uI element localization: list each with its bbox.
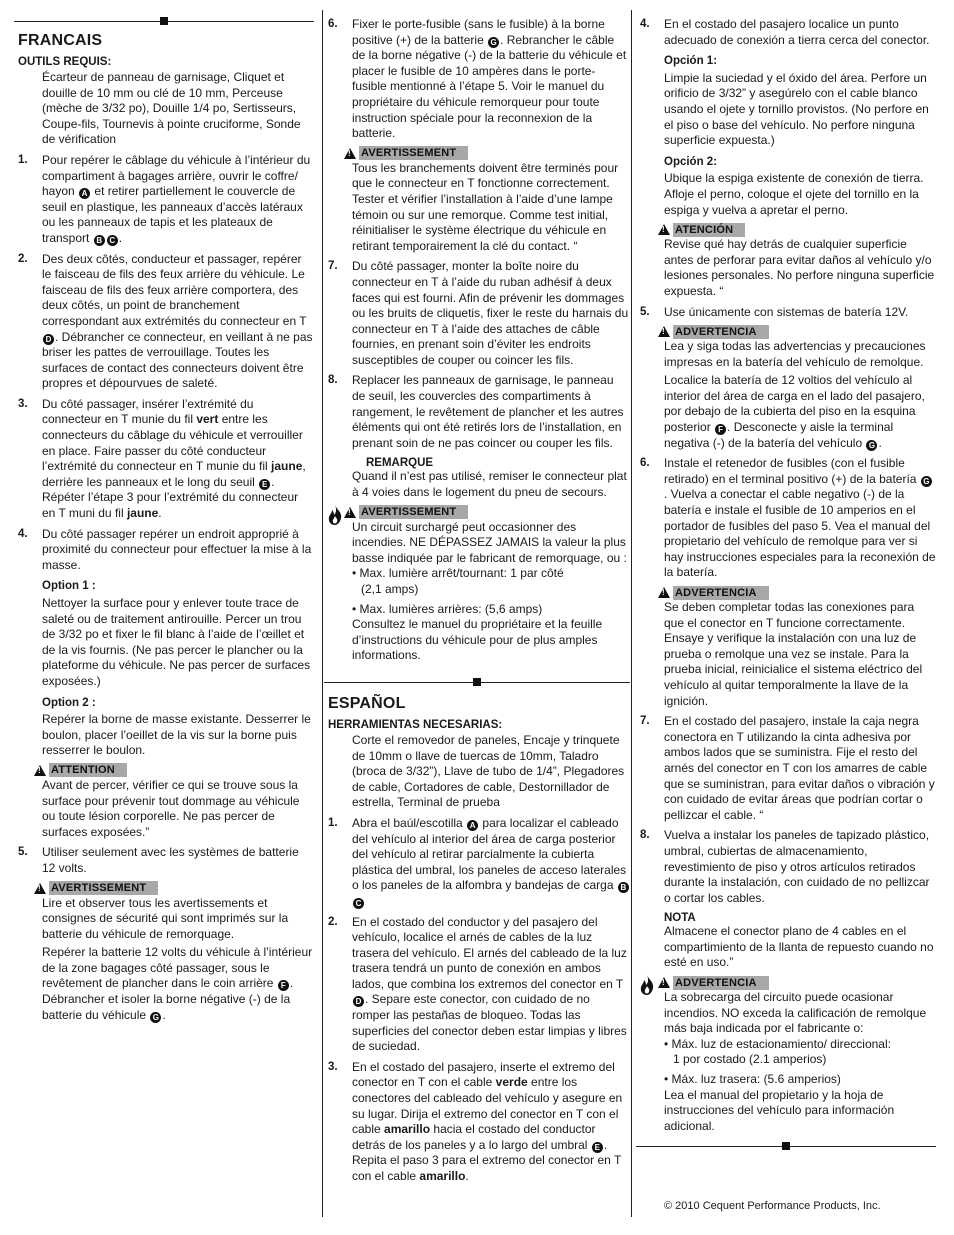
paso-6: 6. Instale el retenedor de fusibles (con el fusible retirado) en el terminal positivo (+) de la batería G. Vuelva a conectar el cable negativo (-) de la batería e instale el fusible de 10 amperios en el portador de fusibles del paso 5. Vea el manual del propietario del vehículo de remolque para ver si hay instrucciones especiales para la reconexión de la batería.: [640, 456, 936, 580]
callout-c-icon: C: [107, 235, 118, 246]
advertencia-text: Lea y siga todas las advertencias y precauciones impresas en la batería del vehículo de remolque.: [664, 339, 926, 369]
opcion-1-text: Limpie la suciedad y el óxido del área. Perfore un orificio de 3/32” y asegúrelo con el cable blanco usando el ojete y tornillo provistos. (No perfore en el piso o base del vehículo. No perfore ninguna superficie expuesta.): [664, 70, 929, 148]
advertencia-text: Se deben completar todas las conexiones para que el conector en T funcione correctamente. Ensaye y verifique la instalación con una luz de prueba o remolque una vez se instale. Para la prueba inicial, reinicialice el sistema eléctrico del vehículo al quitar temporalmente la llave de la ignición.: [664, 600, 923, 708]
section-rule: [14, 17, 314, 26]
callout-a-icon: A: [467, 820, 478, 831]
paso-2: 2. En el costado del conductor y del pasajero del vehículo, localice el arnés de cables de la luz trasera del vehículo. El arnés del cableado de la luz trasera tendrá un punto de conexión en ambos lados, que combina los extremos del conector en T D . Separe este conector, con cuidado de no romper las pestañas de bloqueo. Todas las superficies del conector deben estar limpias y libres de suciedad.: [328, 914, 627, 1054]
nota-text: Almacene el conector plano de 4 cables en el compartimiento de la llanta de repuesto cuando no esté en uso.”: [664, 924, 934, 970]
avertissement-text: Tous les branchements doivent être terminés pour que le connecteur en T fonctionne correctement. Tester et vérifier l’installation à l’aide d’une lampe témoin ou sur une remorque. Comme test initial, réinitialiser le système électrique du véhicule en retirant temporairement la clé du contact. “: [352, 160, 619, 253]
advertencia-badge: ! ADVERTENCIA: [658, 324, 936, 339]
paso-8: 8. Vuelva a instalar los paneles de tapizado plástico, umbral, cubiertas de almacenamiento, revestimiento de piso y otros artículos retirados durante la instalación, con cuidado de no pellizcar o cortar los cables.: [640, 828, 930, 905]
avertissement-badge: ! AVERTISSEMENT: [344, 146, 630, 161]
fire-advertencia-text: La sobrecarga del circuito puede ocasionar incendios. NO exceda la calificación de remolque más baja indicada por el fabricante o:: [664, 990, 927, 1036]
callout-a-icon: A: [79, 188, 90, 199]
fire-warning-text: Un circuit surchargé peut occasionner des incendies. NE DÉPASSEZ JAMAIS la valeur la plus basse indiquée par le fabricant de remorquage, ou :: [352, 519, 627, 565]
attention-badge: ! ATTENTION: [34, 763, 314, 778]
remarque-label: REMARQUE: [366, 457, 434, 470]
option-2-text: Repérer la borne de masse existante. Desserrer le boulon, placer l’oeillet de la vis sur la borne puis resserrer le boulon.: [42, 712, 311, 758]
column-french-1: [14, 17, 314, 1023]
column-spanish-2: [636, 14, 936, 1151]
callout-g-icon: G: [866, 440, 877, 451]
paso-5: 5. Use únicamente con sistemas de batería 12V.: [640, 304, 909, 319]
tools-title: OUTILS REQUIS:: [18, 56, 112, 68]
callout-d-icon: D: [353, 996, 364, 1007]
step-2: 2. Des deux côtés, conducteur et passager, repérer le faisceau de fils des feux arrière du véhicule. Le faisceau de fils des feux arrière comportera, des deux côtés, un point de branchement correspondant aux extrémités du connecteur en T D . Débrancher ce connecteur, en veillant à ne pas briser les pattes de verrouillage. Toutes les surfaces de contact des connecteurs doivent être propres et dépourvues de saleté.: [18, 251, 313, 391]
attention-text: Avant de percer, vérifier ce qui se trouve sous la surface pour prévenir tout dommage au véhicule ou toute lésion corporelle. Ne pas percer de surfaces exposées.”: [42, 777, 300, 839]
advertencia-badge: ! ADVERTENCIA: [658, 585, 936, 600]
avertissement-text: Lire et observer tous les avertissements et consignes de sécurité qui sont imprimés sur la batterie du véhicule de remorquage.: [42, 895, 289, 941]
step-3: 3. Du côté passager, insérer l’extrémité du connecteur en T munie du fil vert entre les connecteurs du câblage du véhicule et verrouiller en place. Faire passer du côté conducteur l’extrémité du connecteur en T munie du fil jaune, derrière les panneaux et le long du seuil E . Répéter l’étape 3 pour l’extrémité du connecteur en T muni du fil jaune.: [18, 396, 306, 521]
bullet-stop-turn-amps: (2,1 amps): [361, 582, 419, 596]
option-1-label: Option 1 :: [42, 580, 96, 593]
callout-b-icon: B: [94, 235, 105, 246]
paso-4: 4. En el costado del pasajero localice un punto adecuado de conexión a tierra cerca del conector. Opción 1: Limpie la suciedad y el óxido del área. Perfore un orificio de 3/32” y asegúrelo con el cable blanco usando el ojete y tornillo provistos. (No perfore en el piso o base del vehículo. No perfore ninguna superficie expuesta.) Opción 2: Ubique la espiga existente de conexión de tierra. Afloje el perno, coloque el ojete del tornillo en la espiga y vuelva a apretar el perno.: [636, 17, 936, 218]
fire-warning-end: Consultez le manuel du propriétaire et la feuille d’instructions du véhicule pour de plus amples informations.: [352, 617, 603, 663]
section-heading-espanol: ESPAÑOL: [328, 694, 406, 712]
warning-triangle-icon: [658, 326, 670, 337]
step-8: 8. Replacer les panneaux de garnisage, le panneau de seuil, les couvercles des compartiments à rangement, le revêtement de plancher et les autres éléments qui ont été retirés lors de l’installation, en prenant soin de ne pas coincer ou couper les fils.: [328, 373, 624, 450]
section-heading-francais: FRANCAIS: [18, 32, 103, 49]
option-2-label: Option 2 :: [42, 696, 96, 709]
battery-text: Repérer la batterie 12 volts du véhicule à l’intérieur de la zone bagages côté passager, sous le revêtement de plancher dans le coin arrière F . Débrancher et isoler la borne négative (-) de la batterie du véhicule G .: [42, 945, 313, 1022]
warning-triangle-icon: [658, 224, 670, 235]
step-7: 7. Du côté passager, monter la boîte noire du connecteur en T à l’aide du ruban adhésif à deux faces qui est fourni. Afin de prévenir les dommages ou les bruits de cliquetis, fixer le reste du harnais du connecteur en T à l’aide des attaches de câble fournies, en prenant soin d’éviter les endroits susceptibles de couper ou coincer les fils.: [328, 259, 629, 367]
paso-1: 1. Abra el baúl/escotilla A para localizar el cableado del vehículo al interior del área de carga posterior del vehículo al retirar parcialmente la cubierta plástica del umbral, los paneles de acceso laterales o los paneles de la alfombra y bandejas de carga BC: [324, 816, 630, 910]
tools-text: Écarteur de panneau de garnisage, Cliquet et douille de 10 mm ou clé de 10 mm, Perceuse (mèche de 3/32 po), Douille 1/4 po, Sertisseurs, Coupe-fils, Tournevis à pointe cruciforme, Sonde de vérification: [42, 70, 301, 147]
fire-icon: [638, 974, 656, 996]
step-6: 6. Fixer le porte-fusible (sans le fusible) à la borne positive (+) de la batterie G . Rebrancher le câble de la borne négative (-) de la batterie du véhicule et placer le fusible de 10 ampères dans le porte-fusible mentionné à l’étape 5. Voir le manuel du propriétaire du véhicule remorqueur pour toute instruction spéciale pour la reconnexion de la batterie.: [328, 17, 627, 141]
callout-g-icon: G: [150, 1012, 161, 1023]
fire-advertencia-badge: ! ADVERTENCIA: [658, 975, 936, 990]
callout-c-icon: C: [353, 898, 364, 909]
bullet-parking: • Máx. luz de estacionamiento/ direccional:: [664, 1036, 891, 1051]
nota-label: NOTA: [664, 912, 696, 925]
atencion-badge: ! ATENCIÓN: [658, 222, 936, 237]
copyright: © 2010 Cequent Performance Products, Inc.: [664, 1200, 881, 1212]
tools-title-es: HERRAMIENTAS NECESARIAS:: [328, 718, 503, 731]
step-4: 4. Du côté passager repérer un endroit approprié à proximité du connecteur pour effectuer la mise à la masse. Option 1 : Nettoyer la surface pour y enlever toute trace de saleté ou de traitement antirouille. Percer un trou de 3/32 po et fixer le fil blanc à l’aide de l’œillet et de la vis fournis. (Ne pas percer le plancher ou la plateforme du véhicule. Ne pas percer de surfaces exposées.) Option 2 : Repérer la borne de masse existante. Desserrer le boulon, placer l’oeillet de la vis sur la borne puis resserrer le boulon.: [14, 527, 314, 759]
step-5: 5. Utiliser seulement avec les systèmes de batterie 12 volts.: [18, 845, 299, 875]
section-rule: [324, 678, 630, 687]
avertissement-badge: ! AVERTISSEMENT: [34, 881, 314, 896]
paso-3: 3. En el costado del pasajero, inserte el extremo del conector en T con el cable verde entre los conectores del cableado del vehículo y asegure en su lugar. Dirija el extremo del conector en T con el cable amarillo hacia el costado del conductor detrás de los paneles y a lo largo del umbral E . Repita el paso 3 para el extremo del conector en T con el cable amarillo.: [328, 1059, 623, 1183]
column-divider-left: [322, 10, 323, 1217]
callout-b-icon: B: [618, 882, 629, 893]
section-rule: [636, 1142, 936, 1151]
warning-triangle-icon: [344, 148, 356, 159]
fire-warning-badge: ! AVERTISSEMENT: [344, 505, 630, 520]
warning-triangle-icon: [658, 587, 670, 598]
callout-g-icon: G: [488, 37, 499, 48]
callout-f-icon: F: [278, 980, 289, 991]
warning-triangle-icon: [34, 883, 46, 894]
callout-e-icon: E: [259, 479, 270, 490]
tools-text-es: Corte el removedor de paneles, Encaje y trinquete de 10mm o llave de tuercas de 10mm, Taladro (broca de 3/32”), Llave de tubo de 1/4”, Plegadores de cable, Cortadores de cable, Destornillador de estrella, Terminal de prueba: [352, 732, 625, 810]
option-1-text: Nettoyer la surface pour y enlever toute trace de saleté ou de traitement antirouille. Percer un trou de 3/32 po et fixer le fil blanc à l’aide de l’œillet et de la vis fournis. (Ne pas percer le plancher ou la plateforme du véhicule. Ne pas percer de surfaces exposées.): [42, 596, 311, 688]
callout-d-icon: D: [43, 334, 54, 345]
bullet-tail-es: • Máx. luz trasera: (5.6 amperios): [664, 1072, 841, 1087]
callout-f-icon: F: [715, 424, 726, 435]
step-1: 1. Pour repérer le câblage du véhicule à l’intérieur du compartiment à bagages arrière, ouvrir le coffre/ hayon A et retirer partiellement le couvercle de seuil en plastique, les panneaux d’accès latéraux ou les panneaux de tapis et les plateaux de transport B C .: [18, 152, 311, 245]
remarque-text: Quand il n’est pas utilisé, remiser le connecteur plat à 4 voies dans le logement du pneu de secours.: [352, 469, 627, 500]
column-french-2: [324, 14, 630, 1185]
column-divider-right: [631, 10, 632, 1217]
callout-e-icon: E: [592, 1142, 603, 1153]
warning-triangle-icon: [344, 507, 356, 518]
warning-triangle-icon: [658, 977, 670, 988]
callout-g-icon: G: [921, 476, 932, 487]
opcion-1-label: Opción 1:: [664, 55, 718, 68]
opcion-2-text: Ubique la espiga existente de conexión de tierra. Afloje el perno, coloque el ojete del tornillo en la espiga y vuelva a apretar el perno.: [664, 171, 924, 217]
battery-text-es: Localice la batería de 12 voltios del vehículo al interior del área de carga en el lado del pasajero, por debajo de la cubierta del piso en la esquina posterior F . Desconecte y aisle la terminal negativa (-) de la batería del vehículo G .: [664, 373, 925, 450]
bullet-stop-turn: • Max. lumière arrêt/tournant: 1 par côté: [352, 566, 564, 581]
paso-7: 7. En el costado del pasajero, instale la caja negra conectora en T utilizando la cinta adhesiva por ambos lados que se suministra. Fije el resto del arnés del conector en T con los amarres de cable que se suministran, para evitar daños o vibración y con cuidado de evitar áreas que podrían cortar o pellizcar el cable. “: [640, 714, 935, 822]
bullet-parking-amps: 1 por costado (2.1 amperios): [673, 1052, 827, 1067]
opcion-2-label: Opción 2:: [664, 155, 718, 168]
atencion-text: Revise qué hay detrás de cualquier superficie antes de perforar para evitar daños al vehículo y/o lesiones personales. No perfore ninguna superficie expuesta. “: [664, 237, 935, 298]
warning-triangle-icon: [34, 765, 46, 776]
bullet-tail: • Max. lumières arrières: (5,6 amps): [352, 601, 543, 616]
fire-advertencia-end: Lea el manual del propietario y la hoja de instrucciones del vehículo para información adicional.: [664, 1087, 895, 1133]
fire-icon: [326, 504, 344, 526]
